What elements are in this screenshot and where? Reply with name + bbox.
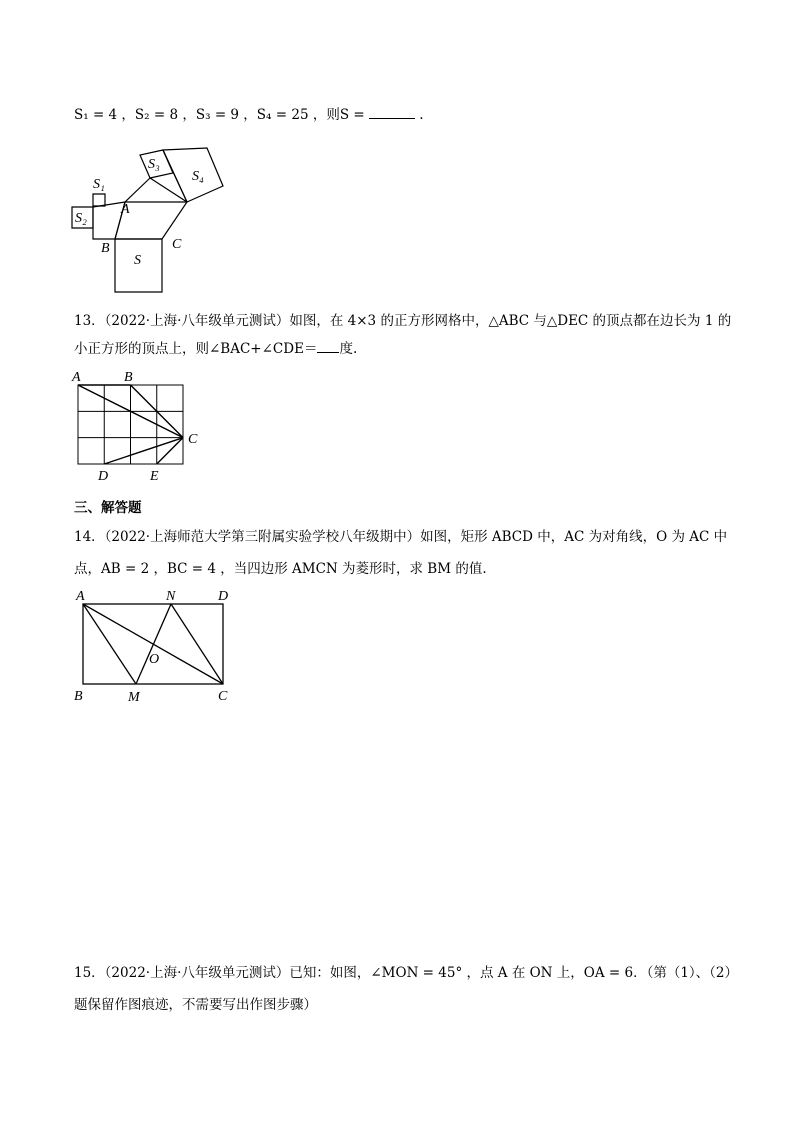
q13-line1: 13．（2022·上海·八年级单元测试）如图，在 4×3 的正方形网格中，△ABC 与△DEC 的顶点都在边长为 1 的 xyxy=(74,313,732,329)
q15-line1: 15．（2022·上海·八年级单元测试）已知：如图，∠MON = 45° ，点 A 在 ON 上，OA = 6．（第（1）、（2） xyxy=(74,965,739,981)
q12-statement: S₁ = 4 ，S₂ = 8 ，S₃ = 9 ，S₄ = 25 ，则S = xyxy=(74,107,369,123)
segment xyxy=(125,178,150,202)
segment-dc xyxy=(104,438,183,464)
figure-q12 xyxy=(60,140,240,300)
segment-nc xyxy=(171,604,223,684)
label-m: M xyxy=(128,690,140,705)
q13-line2-text: 小正方形的顶点上，则∠BAC+∠CDE＝ xyxy=(74,341,318,357)
label-s4: S₄ xyxy=(192,169,204,184)
label-c: C xyxy=(188,432,198,447)
label-s: S xyxy=(134,253,141,268)
label-a: A xyxy=(76,589,85,604)
segment-mn xyxy=(136,604,171,684)
label-e: E xyxy=(150,469,159,484)
label-a: A xyxy=(121,202,130,217)
label-b: B xyxy=(74,689,83,704)
label-s3: S₃ xyxy=(148,157,160,172)
q14-line2: 点，AB = 2 ，BC = 4 ，当四边形 AMCN 为菱形时，求 BM 的值. xyxy=(74,561,487,577)
q13-unit: 度. xyxy=(339,341,358,357)
q12-text xyxy=(74,106,424,124)
answer-blank[interactable] xyxy=(369,106,415,119)
label-o: O xyxy=(149,652,160,667)
label-s2: S₂ xyxy=(75,211,87,226)
figure-q14 xyxy=(70,585,240,710)
label-c: C xyxy=(172,237,182,252)
answer-blank[interactable] xyxy=(317,340,339,353)
segment-am xyxy=(83,604,136,684)
section-heading: 三、解答题 xyxy=(74,500,142,516)
label-d: D xyxy=(218,589,229,604)
q12-period: . xyxy=(414,107,424,123)
label-b: B xyxy=(101,241,110,256)
q13-line2 xyxy=(74,340,357,358)
figure-q13 xyxy=(70,366,210,486)
square-s1 xyxy=(93,194,105,206)
q14-line1: 14．（2022·上海师范大学第三附属实验学校八年级期中）如图，矩形 ABCD 中，AC 为对角线，O 为 AC 中 xyxy=(74,529,728,545)
label-c: C xyxy=(218,689,228,704)
label-s1: S₁ xyxy=(93,177,105,192)
label-a: A xyxy=(72,370,81,385)
label-b: B xyxy=(124,370,133,385)
label-d: D xyxy=(98,469,109,484)
label-n: N xyxy=(166,589,176,604)
q15-line2: 题保留作图痕迹，不需要写出作图步骤） xyxy=(74,997,317,1013)
